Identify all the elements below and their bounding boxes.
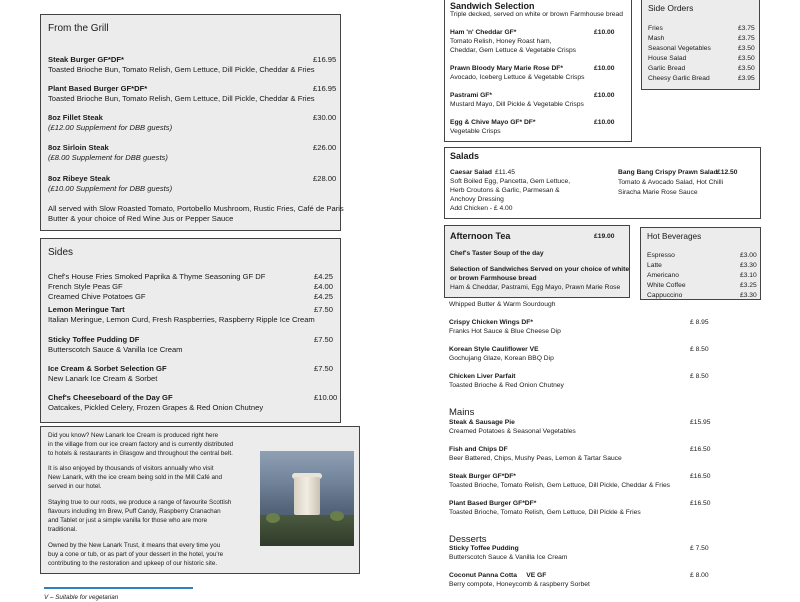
dessert-right-price: £ 8.00: [690, 572, 709, 579]
prawn-salad-name: Bang Bang Crispy Prawn Salad: [618, 169, 718, 176]
grill-item-price: £28.00: [313, 174, 337, 183]
afternoon-tea-line: Ham & Cheddar, Pastrami, Egg Mayo, Prawn Marie Rose: [450, 284, 621, 291]
grill-item-name: Steak Burger GF*DF*: [48, 55, 124, 64]
grill-title: From the Grill: [48, 23, 109, 34]
sandwich-desc: Avocado, Iceberg Lettuce & Vegetable Crisps: [450, 74, 585, 81]
side-orders-panel: [641, 0, 760, 90]
starter-desc: Gochujang Glaze, Korean BBQ Dip: [449, 355, 554, 362]
starter-name: Crispy Chicken Wings DF*: [449, 319, 533, 326]
beverage-price: £3.25: [740, 282, 757, 289]
starter-name: Chicken Liver Parfait: [449, 373, 516, 380]
sandwich-desc: Mustard Mayo, Dill Pickle & Vegetable Crisps: [450, 101, 584, 108]
salads-panel: [444, 147, 761, 219]
dessert-price: £10.00: [314, 393, 338, 402]
caesar-salad-line: Herb Croutons & Garlic, Parmesan &: [450, 187, 560, 194]
main-desc: Creamed Potatoes & Seasonal Vegetables: [449, 428, 576, 435]
grill-item-price: £16.95: [313, 84, 337, 93]
caesar-salad-line: Add Chicken - £ 4.00: [450, 205, 513, 212]
side-order-name: Mash: [648, 35, 665, 42]
grill-item-name: Plant Based Burger GF*DF*: [48, 84, 148, 93]
footer-divider: [44, 587, 193, 589]
starter-desc: Toasted Brioche & Red Onion Chutney: [449, 382, 564, 389]
dessert-name: Sticky Toffee Pudding DF: [48, 335, 140, 344]
dessert-right-desc: Berry compote, Honeycomb & raspberry Sorbet: [449, 581, 590, 588]
beverage-price: £3.30: [740, 292, 757, 299]
dessert-price: £7.50: [314, 364, 334, 373]
caesar-salad-line: Anchovy Dressing: [450, 196, 504, 203]
side-order-name: Garlic Bread: [648, 65, 686, 72]
side-item: Chef's House Fries Smoked Paprika & Thyme Seasoning GF DF: [48, 272, 266, 281]
sandwich-desc: Tomato Relish, Honey Roast ham,: [450, 38, 552, 45]
grill-item-name: 8oz Sirloin Steak: [48, 143, 109, 152]
dessert-right-price: £ 7.50: [690, 545, 709, 552]
info-line: and Tablet or just a simple vanilla for those who are more: [48, 517, 208, 524]
side-orders-title: Side Orders: [648, 3, 694, 13]
grill-item-name: 8oz Fillet Steak: [48, 113, 103, 122]
sandwich-name: Ham 'n' Cheddar GF*: [450, 29, 517, 36]
info-line: Staying true to our roots, we produce a range of favourite Scottish: [48, 499, 232, 506]
beverage-price: £3.10: [740, 272, 757, 279]
info-line: It is also enjoyed by thousands of visitors annually who visit: [48, 465, 214, 472]
beverage-price: £3.30: [740, 262, 757, 269]
main-desc: Toasted Brioche, Tomato Relish, Gem Lettuce, Dill Pickle, Cheddar & Fries: [449, 482, 671, 489]
main-price: £16.50: [690, 446, 711, 453]
info-line: flavours including Irn Brew, Puff Candy, Raspberry Cranachan: [48, 508, 221, 515]
sandwich-price: £10.00: [594, 65, 615, 72]
main-desc: Beer Battered, Chips, Mushy Peas, Lemon & Tartar Sauce: [449, 455, 622, 462]
starter-name: Korean Style Cauliflower VE: [449, 346, 539, 353]
sandwich-subtitle: Triple decked, served on white or brown Farmhouse bread: [450, 11, 623, 18]
main-desc: Toasted Brioche, Tomato Relish, Gem Lettuce, Dill Pickle & Fries: [449, 509, 641, 516]
sandwich-title: Sandwich Selection: [450, 1, 535, 11]
sandwich-desc: Cheddar, Gem Lettuce & Vegetable Crisps: [450, 47, 577, 54]
mains-title: Mains: [449, 407, 475, 418]
info-line: contributing to the restoration and upkeep of our historic site.: [48, 560, 218, 567]
side-order-name: Cheesy Garlic Bread: [648, 75, 710, 82]
grill-item-price: £26.00: [313, 143, 337, 152]
dessert-desc: Butterscotch Sauce & Vanilla Ice Cream: [48, 345, 183, 354]
grill-item-desc: (£8.00 Supplement for DBB guests): [48, 153, 168, 162]
sandwich-name: Egg & Chive Mayo GF* DF*: [450, 119, 536, 126]
info-line: to hotels & restaurants in Glasgow and throughout the central belt.: [48, 450, 233, 457]
dessert-name: Ice Cream & Sorbet Selection GF: [48, 364, 167, 373]
afternoon-tea-line: Selection of Sandwiches Served on your choice of white: [450, 266, 630, 273]
main-price: £15.95: [690, 419, 711, 426]
starter-price: £ 8.50: [690, 373, 709, 380]
side-price: £4.25: [314, 292, 334, 301]
side-order-price: £3.75: [738, 35, 755, 42]
sandwich-name: Prawn Bloody Mary Marie Rose DF*: [450, 65, 563, 72]
hot-beverages-title: Hot Beverages: [647, 232, 702, 241]
sandwich-panel: [444, 0, 632, 142]
side-order-price: £3.95: [738, 75, 755, 82]
main-price: £16.50: [690, 473, 711, 480]
side-item: French Style Peas GF: [48, 282, 123, 291]
dessert-desc: Oatcakes, Pickled Celery, Frozen Grapes & Red Onion Chutney: [48, 403, 264, 412]
side-order-name: Fries: [648, 25, 663, 32]
grill-footer-line: All served with Slow Roasted Tomato, Portobello Mushroom, Rustic Fries, Café de Paris: [48, 204, 344, 213]
dessert-desc: New Lanark Ice Cream & Sorbet: [48, 374, 158, 383]
info-line: Owned by the New Lanark Trust, it means that every time you: [48, 542, 221, 549]
caesar-salad-name: Caesar Salad: [450, 169, 493, 176]
side-price: £4.00: [314, 282, 334, 291]
dessert-name: Chef's Cheeseboard of the Day GF: [48, 393, 173, 402]
grill-footer-line: Butter & your choice of Red Wine Jus or Pepper Sauce: [48, 214, 234, 223]
info-line: buy a cone or tub, or as part of your dessert in the hotel, you're: [48, 551, 224, 558]
side-order-price: £3.50: [738, 45, 755, 52]
main-name: Fish and Chips DF: [449, 446, 508, 453]
grill-item-desc: (£12.00 Supplement for DBB guests): [48, 123, 173, 132]
side-order-name: Seasonal Vegetables: [648, 45, 711, 52]
main-name: Plant Based Burger GF*DF*: [449, 500, 537, 507]
grill-item-desc: (£10.00 Supplement for DBB guests): [48, 184, 173, 193]
prawn-salad-line: Siracha Marie Rose Sauce: [618, 189, 698, 196]
beverage-name: White Coffee: [647, 282, 686, 289]
afternoon-tea-line: or brown Farmhouse bread: [450, 275, 537, 282]
afternoon-tea-price: £19.00: [594, 233, 615, 240]
main-name: Steak Burger GF*DF*: [449, 473, 516, 480]
side-order-name: House Salad: [648, 55, 687, 62]
info-line: traditional.: [48, 526, 78, 533]
beverage-name: Espresso: [647, 252, 675, 259]
dessert-price: £7.50: [314, 335, 334, 344]
grill-item-desc: Toasted Brioche Bun, Tomato Relish, Gem Lettuce, Dill Pickle, Cheddar & Fries: [48, 65, 315, 74]
dessert-name: Lemon Meringue Tart: [48, 305, 125, 314]
afternoon-tea-panel: [444, 225, 630, 298]
info-line: Did you know? New Lanark Ice Cream is produced right here: [48, 432, 219, 439]
info-line: New Lanark, with the ice cream being sold in the Mill Café and: [48, 474, 222, 481]
prawn-salad-line: Tomato & Avocado Salad, Hot Chilli: [618, 179, 724, 186]
caesar-salad-price: £11.45: [495, 169, 515, 176]
grill-item-price: £30.00: [313, 113, 337, 122]
dessert-right-desc: Butterscotch Sauce & Vanilla Ice Cream: [449, 554, 568, 561]
starter-price: £ 8.95: [690, 319, 709, 326]
side-price: £4.25: [314, 272, 334, 281]
info-line: served in our hotel.: [48, 483, 102, 490]
sandwich-name: Pastrami GF*: [450, 92, 492, 99]
grill-item-desc: Toasted Brioche Bun, Tomato Relish, Gem Lettuce, Dill Pickle, Cheddar & Fries: [48, 94, 315, 103]
sandwich-price: £10.00: [594, 29, 615, 36]
hot-beverages-panel: [640, 227, 761, 300]
sandwich-price: £10.00: [594, 119, 615, 126]
starter-desc: Franks Hot Sauce & Blue Cheese Dip: [449, 328, 561, 335]
side-item: Creamed Chive Potatoes GF: [48, 292, 146, 301]
afternoon-tea-line: Chef's Taster Soup of the day: [450, 250, 544, 257]
prawn-salad-price: £12.50: [717, 169, 738, 176]
sandwich-desc: Vegetable Crisps: [450, 128, 501, 135]
sandwich-price: £10.00: [594, 92, 615, 99]
caesar-salad-line: Soft Boiled Egg, Pancetta, Gem Lettuce,: [450, 178, 571, 185]
salads-title: Salads: [450, 151, 480, 161]
grill-panel: [40, 14, 344, 231]
dessert-right-name: Sticky Toffee Pudding: [449, 545, 519, 552]
sides-panel: [40, 238, 341, 423]
main-name: Steak & Sausage Pie: [449, 419, 515, 426]
scones-line: Whipped Butter & Warm Sourdough: [449, 301, 556, 308]
ice-cream-cup-photo: [260, 451, 354, 546]
info-line: in the village from our ice cream factory and is currently distributed: [48, 441, 234, 448]
dessert-right-name: Coconut Panna Cotta VE GF: [449, 572, 547, 579]
afternoon-tea-title: Afternoon Tea: [450, 231, 511, 241]
grill-item-name: 8oz Ribeye Steak: [48, 174, 111, 183]
beverage-name: Latte: [647, 262, 662, 269]
starter-price: £ 8.50: [690, 346, 709, 353]
beverage-name: Americano: [647, 272, 679, 279]
dessert-desc: Italian Meringue, Lemon Curd, Fresh Raspberries, Raspberry Ripple Ice Cream: [48, 315, 315, 324]
side-order-price: £3.50: [738, 65, 755, 72]
beverage-price: £3.00: [740, 252, 757, 259]
grill-item-price: £16.95: [313, 55, 337, 64]
vegetarian-footnote: V – Suitable for vegetarian: [44, 594, 119, 601]
main-price: £16.50: [690, 500, 711, 507]
desserts-title: Desserts: [449, 534, 487, 545]
side-order-price: £3.50: [738, 55, 755, 62]
sides-title: Sides: [48, 247, 74, 258]
dessert-price: £7.50: [314, 305, 334, 314]
side-order-price: £3.75: [738, 25, 755, 32]
beverage-name: Cappuccino: [647, 292, 683, 299]
